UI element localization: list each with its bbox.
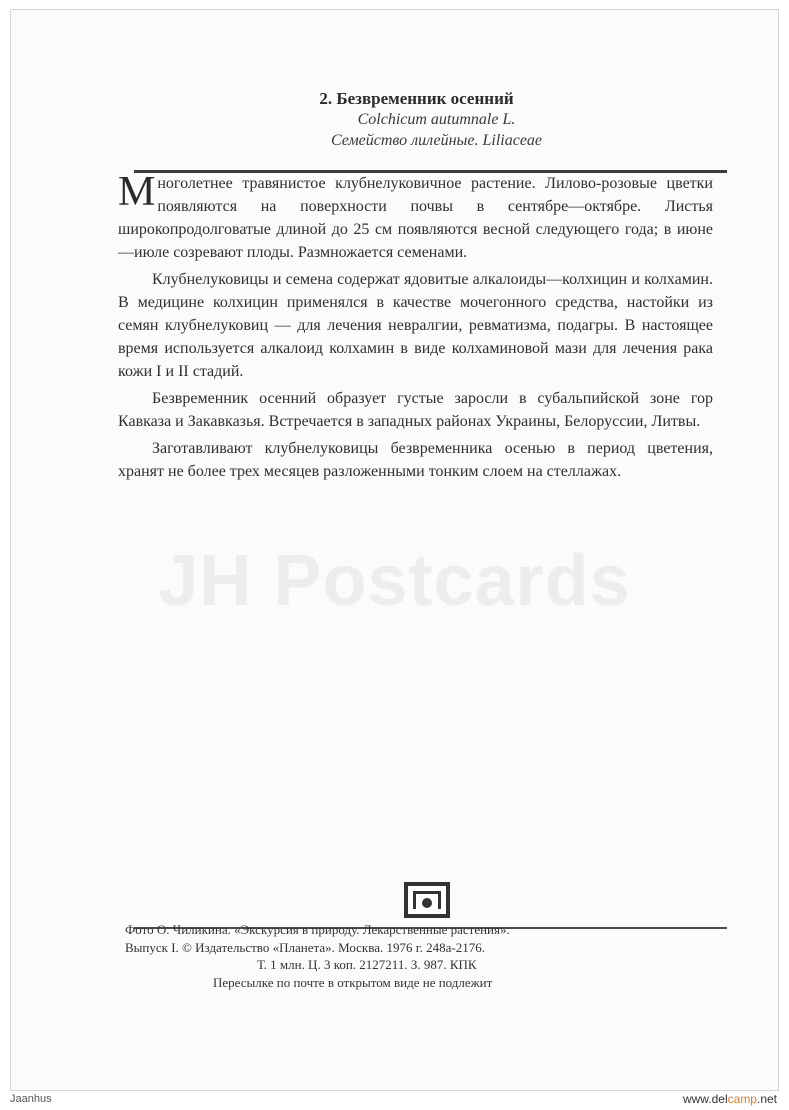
- plant-title: 2. Безвременник осенний: [319, 89, 514, 108]
- drop-cap: М: [118, 169, 156, 215]
- publisher-logo-icon: [404, 882, 450, 918]
- source-label: Jaanhus: [10, 1093, 52, 1105]
- paragraph-1: Многолетнее травянистое клубнелуковичное растение. Лилово-розовые цветки появляются на поверхности почвы в сентябре—октябре. Листья широкопродолговатые длиной до 25 см появляются весной следующего года; в июне—июле созревают плоды. Размножается семенами.: [118, 169, 713, 261]
- plant-family: Семейство лилейные. Liliaceae: [330, 132, 543, 149]
- watermark: JH Postcards: [158, 541, 631, 621]
- imprint-publisher: Выпуск I. © Издательство «Планета». Москва. 1976 г. 248а-2176.: [125, 939, 485, 955]
- description-text: [118, 169, 713, 487]
- imprint-print-run: Т. 1 млн. Ц. 3 коп. 2127211. З. 987. КПК: [257, 957, 477, 972]
- latin-name: Colchicum autumnale L.: [357, 111, 516, 128]
- imprint-photo-credit: Фото О. Чиликина. «Экскурсия в природу. Лекарственные растения».: [125, 922, 510, 937]
- paragraph-4: Заготавливают клубнелуковицы безвременника осенью в период цветения, хранят не более трех месяцев разложенными тонким слоем на стеллажах.: [118, 440, 713, 480]
- paragraph-3: Безвременник осенний образует густые заросли в субальпийской зоне гор Кавказа и Закавказья. Встречается в западных районах Украины, Белоруссии, Литвы.: [118, 390, 713, 430]
- imprint-mail-note: Пересылке по почте в открытом виде не подлежит: [213, 974, 493, 990]
- paragraph-2: Клубнелуковицы и семена содержат ядовитые алкалоиды—колхицин и колхамин. В медицине колхицин применялся в качестве мочегонного средства, настойки из семян клубнелуковиц — для лечения невралгии, ревматизма, подагры. В настоящее время используется алкалоид колхамин в виде колхаминовой мази для лечения рака кожи I и II стадий.: [118, 271, 713, 380]
- site-watermark: www.delcamp.net: [682, 1092, 777, 1106]
- title-block: [11, 88, 778, 152]
- imprint: [123, 921, 716, 991]
